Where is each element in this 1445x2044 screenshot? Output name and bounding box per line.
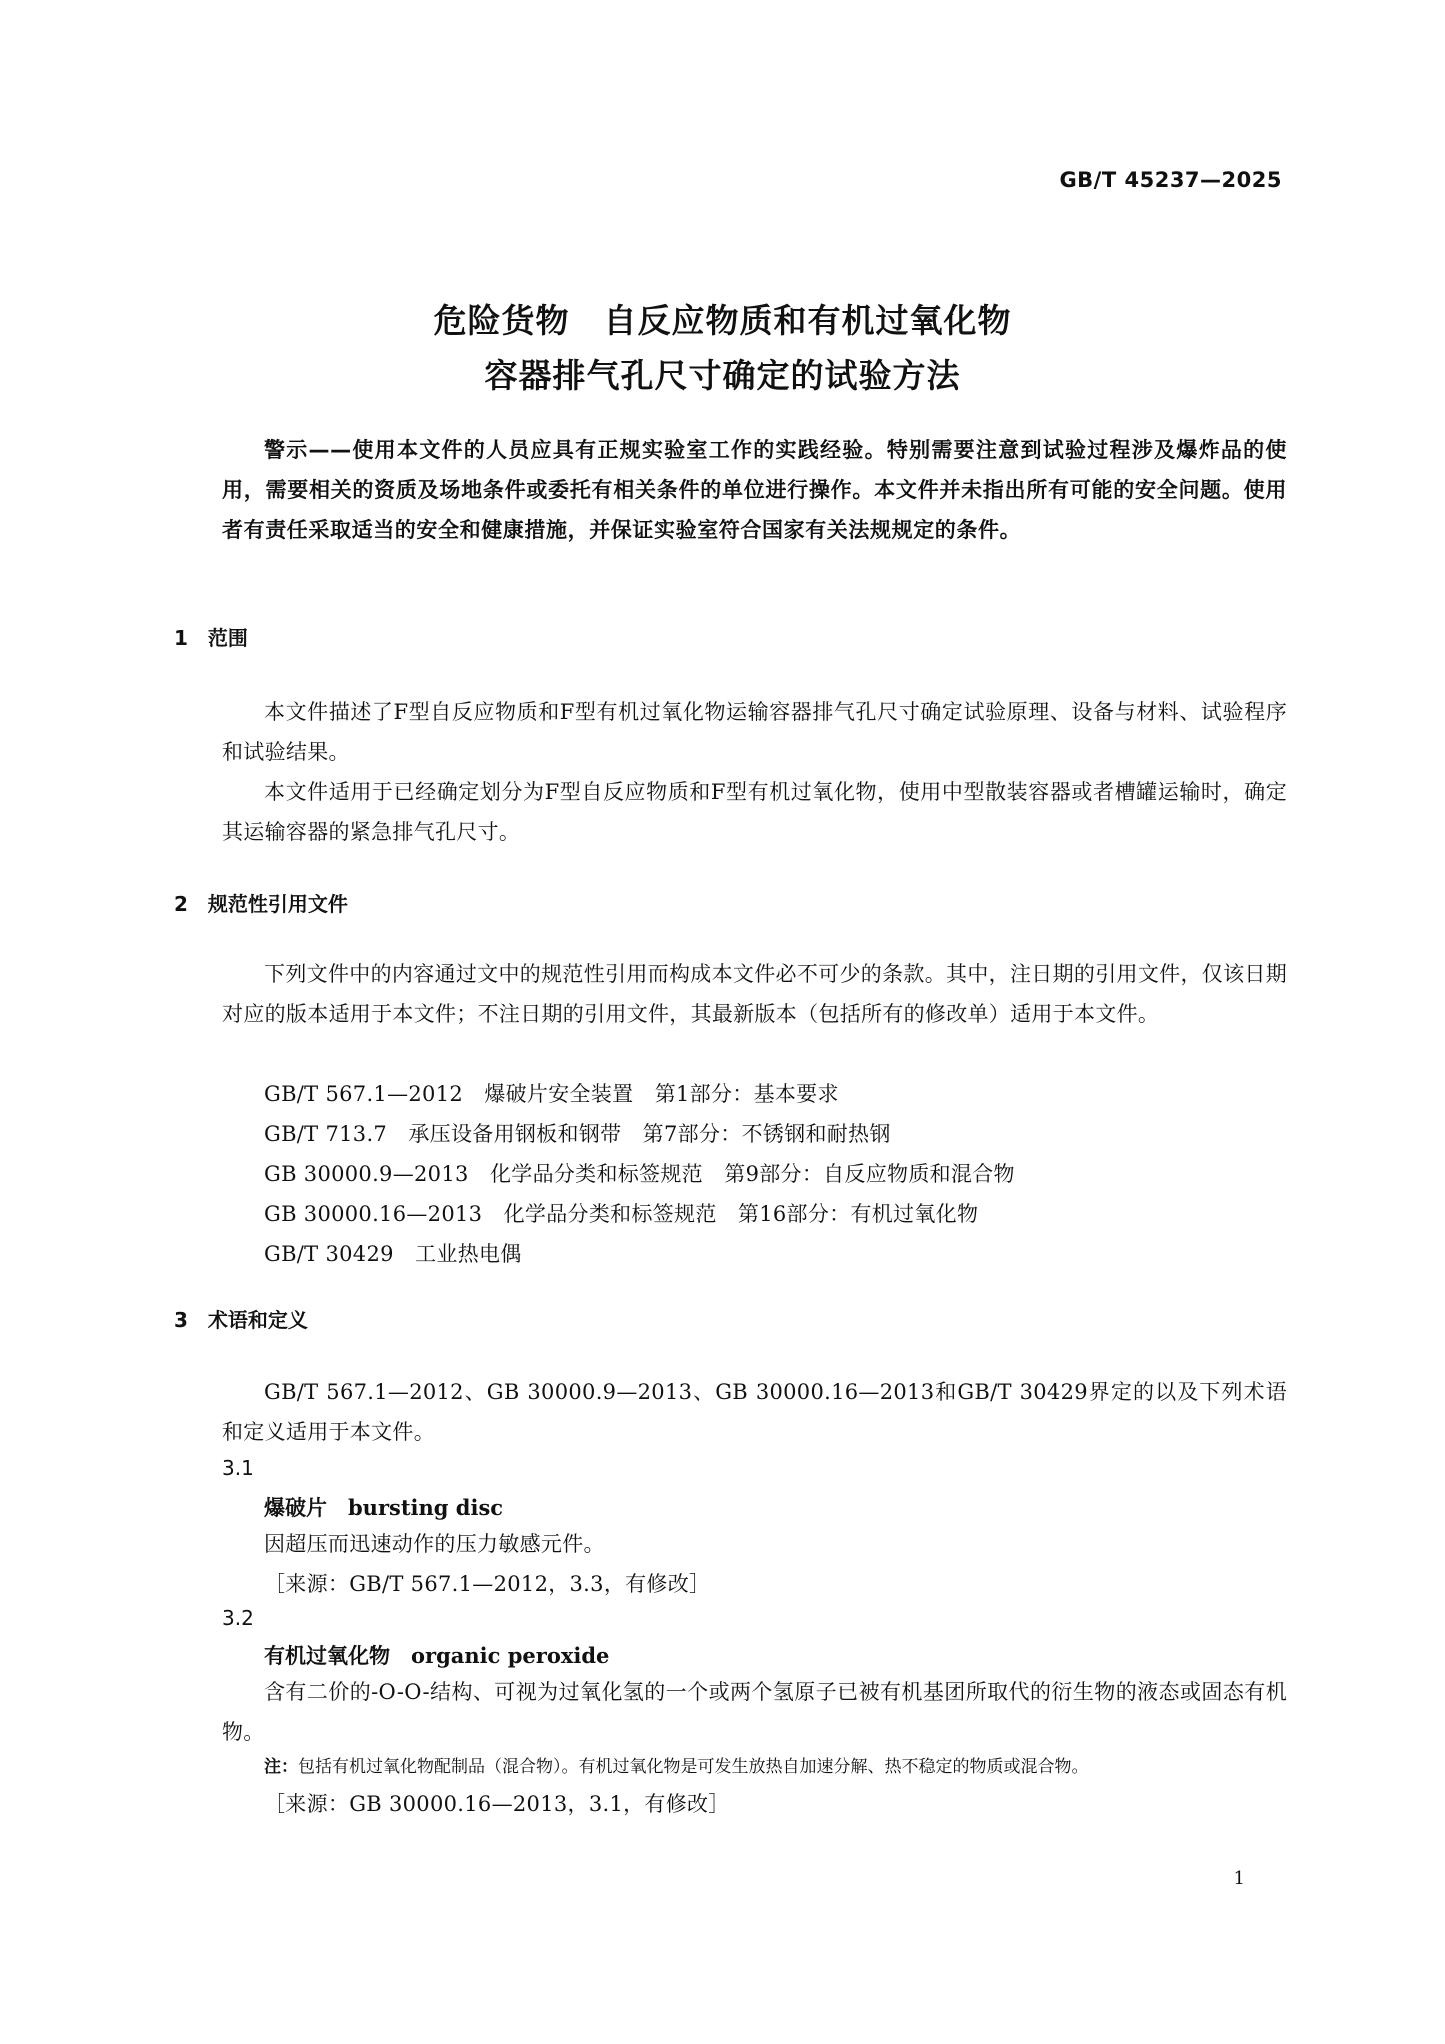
- term-source: ［来源：GB/T 567.1—2012，3.3，有修改］: [264, 1572, 711, 1596]
- standard-code: GB/T 45237—2025: [1059, 168, 1282, 192]
- warning-paragraph: 警示——使用本文件的人员应具有正规实验室工作的实践经验。特别需要注意到试验过程涉及爆炸品的使用，需要相关的资质及场地条件或委托有相关条件的单位进行操作。本文件并未指出所有可能的安全问题。使用者有责任采取适当的安全和健康措施，并保证实验室符合国家有关法规规定的条件。: [222, 438, 1287, 542]
- section-1-paragraph-2: 本文件适用于已经确定划分为F型自反应物质和F型有机过氧化物，使用中型散装容器或者槽罐运输时，确定其运输容器的紧急排气孔尺寸。: [222, 780, 1287, 844]
- reference-item: GB/T 713.7 承压设备用钢板和钢带 第7部分：不锈钢和耐热钢: [264, 1122, 891, 1146]
- document-title-line-1: 危险货物 自反应物质和有机过氧化物: [433, 301, 1012, 340]
- term-chinese: 爆破片: [264, 1496, 327, 1520]
- term-number: 3.2: [222, 1606, 254, 1630]
- reference-item: GB 30000.16—2013 化学品分类和标签规范 第16部分：有机过氧化物: [264, 1202, 979, 1226]
- term-number: 3.1: [222, 1456, 254, 1480]
- term-english: organic peroxide: [411, 1643, 610, 1668]
- reference-item: GB 30000.9—2013 化学品分类和标签规范 第9部分：自反应物质和混合物: [264, 1162, 1015, 1186]
- term-title: [264, 1492, 503, 1522]
- term-english: bursting disc: [348, 1495, 504, 1520]
- reference-item: GB/T 30429 工业热电偶: [264, 1242, 522, 1266]
- note-label: 注：: [264, 1757, 298, 1777]
- note-text: 包括有机过氧化物配制品（混合物）。有机过氧化物是可发生放热自加速分解、热不稳定的物质或混合物。: [298, 1757, 1089, 1777]
- section-1-paragraph-1: 本文件描述了F型自反应物质和F型有机过氧化物运输容器排气孔尺寸确定试验原理、设备与材料、试验程序和试验结果。: [222, 700, 1287, 764]
- reference-item: GB/T 567.1—2012 爆破片安全装置 第1部分：基本要求: [264, 1082, 839, 1106]
- section-2-paragraph-1: 下列文件中的内容通过文中的规范性引用而构成本文件必不可少的条款。其中，注日期的引用文件，仅该日期对应的版本适用于本文件；不注日期的引用文件，其最新版本（包括所有的修改单）适用于本文件。: [222, 962, 1287, 1026]
- section-2-heading: 2 规范性引用文件: [174, 892, 348, 916]
- term-note: [264, 1752, 1089, 1782]
- section-1-heading: 1 范围: [174, 626, 248, 650]
- term-definition: 含有二价的-O-O-结构、可视为过氧化氢的一个或两个氢原子已被有机基团所取代的衍生物的液态或固态有机物。: [222, 1680, 1287, 1744]
- section-3-paragraph-1: GB/T 567.1—2012、GB 30000.9—2013、GB 30000.16—2013和GB/T 30429界定的以及下列术语和定义适用于本文件。: [222, 1380, 1287, 1444]
- section-3-heading: 3 术语和定义: [174, 1308, 308, 1332]
- term-source: ［来源：GB 30000.16—2013，3.1，有修改］: [264, 1792, 730, 1816]
- term-title: [264, 1640, 609, 1670]
- term-definition: 因超压而迅速动作的压力敏感元件。: [264, 1532, 605, 1556]
- document-title-line-2: 容器排气孔尺寸确定的试验方法: [484, 356, 961, 395]
- page-number: 1: [1233, 1868, 1245, 1889]
- term-chinese: 有机过氧化物: [264, 1644, 390, 1668]
